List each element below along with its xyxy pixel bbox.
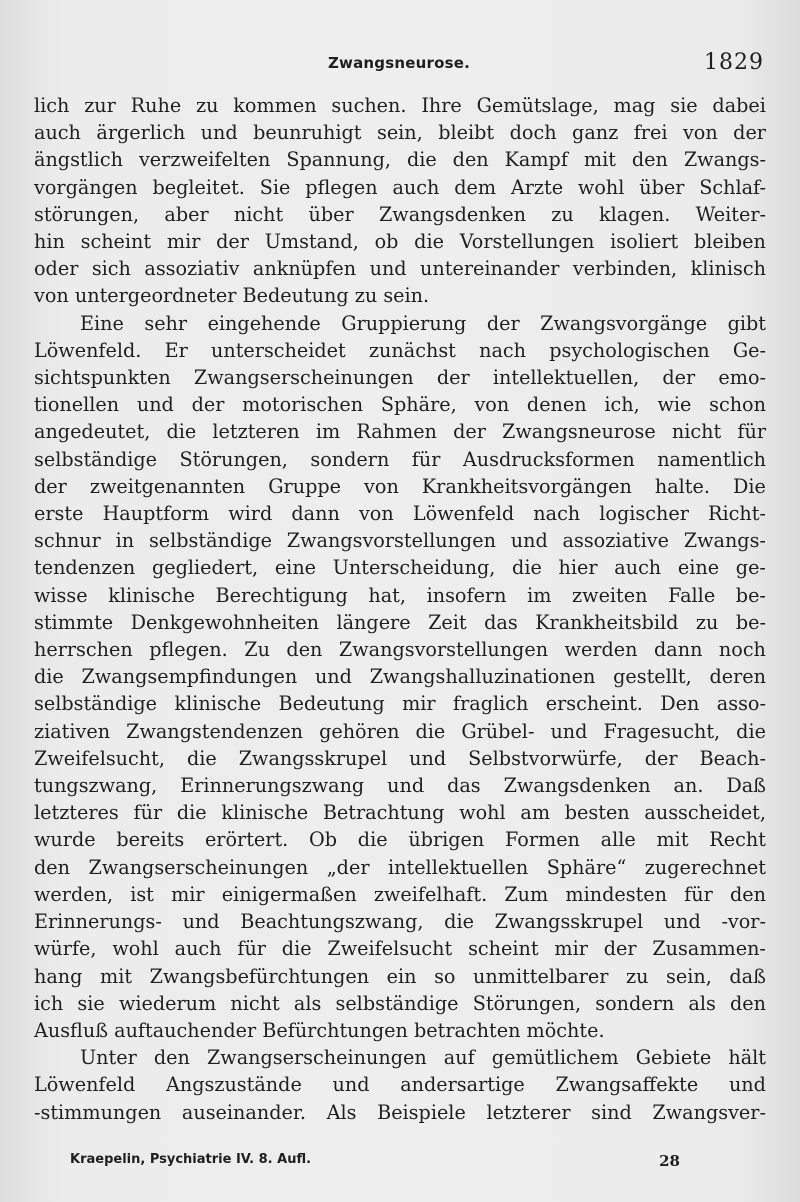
text-line: ich sie wiederum nicht als selbständige Störungen, sondern als den — [34, 991, 766, 1015]
text-line: Zweifelsucht, die Zwangsskrupel und Selbstvorwürfe, der Beach- — [34, 746, 766, 770]
text-line: Erinnerungs- und Beachtungszwang, die Zwangsskrupel und -vor- — [34, 910, 766, 934]
body-text — [34, 92, 766, 1126]
text-line: selbständige klinische Bedeutung mir fraglich erscheint. Den asso- — [34, 692, 766, 716]
page-header — [34, 50, 764, 84]
text-line: wisse klinische Berechtigung hat, insofern im zweiten Falle be- — [34, 583, 766, 607]
text-line: werden, ist mir einigermaßen zweifelhaft. Zum mindesten für den — [34, 882, 766, 906]
text-line: die Zwangsempfindungen und Zwangshalluzinationen gestellt, deren — [34, 665, 766, 689]
text-line: Ausfluß auftauchender Befürchtungen betrachten möchte. — [34, 1018, 605, 1042]
text-line: tungszwang, Erinnerungszwang und das Zwangsdenken an. Daß — [34, 774, 766, 798]
text-line: ängstlich verzweifelten Spannung, die den Kampf mit den Zwangs- — [34, 148, 766, 172]
text-line: auch ärgerlich und beunruhigt sein, bleibt doch ganz frei von der — [34, 121, 766, 145]
sheet-number: 28 — [659, 1152, 680, 1170]
text-line: den Zwangserscheinungen „der intellektuellen Sphäre“ zugerechnet — [34, 855, 766, 879]
text-line: angedeutet, die letzteren im Rahmen der Zwangsneurose nicht für — [34, 420, 766, 444]
text-line: ziativen Zwangstendenzen gehören die Grübel- und Fragesucht, die — [34, 719, 766, 743]
text-line: Eine sehr eingehende Gruppierung der Zwangsvorgänge gibt — [80, 311, 766, 335]
text-line: wurde bereits erörtert. Ob die übrigen Formen alle mit Recht — [34, 828, 766, 852]
text-line: -stimmungen auseinander. Als Beispiele letzterer sind Zwangsver- — [34, 1100, 766, 1124]
text-line: vorgängen begleitet. Sie pflegen auch dem Arzte wohl über Schlaf- — [34, 175, 766, 199]
text-line: lich zur Ruhe zu kommen suchen. Ihre Gemütslage, mag sie dabei — [34, 94, 766, 117]
text-line: störungen, aber nicht über Zwangsdenken zu klagen. Weiter- — [34, 202, 766, 226]
paragraph-1 — [34, 92, 766, 310]
text-line: der zweitgenannten Gruppe von Krankheitsvorgängen halte. Die — [34, 474, 766, 498]
text-line: selbständige Störungen, sondern für Ausdrucksformen namentlich — [34, 447, 766, 471]
page-number: 1829 — [704, 50, 764, 75]
printer-signature: Kraepelin, Psychiatrie IV. 8. Aufl. — [70, 1152, 312, 1167]
paragraph-3 — [34, 1044, 766, 1126]
paragraph-2 — [34, 310, 766, 1044]
text-line: letzteres für die klinische Betrachtung wohl am besten ausscheidet, — [34, 801, 766, 825]
text-line: tionellen und der motorischen Sphäre, von denen ich, wie schon — [34, 393, 766, 417]
text-line: Unter den Zwangserscheinungen auf gemütlichem Gebiete hält — [80, 1046, 766, 1070]
text-line: stimmte Denkgewohnheiten längere Zeit das Krankheitsbild zu be- — [34, 610, 766, 634]
text-line: tendenzen gegliedert, eine Unterscheidung, die hier auch eine ge- — [34, 556, 766, 580]
page-footer — [70, 1152, 680, 1176]
text-line: sichtspunkten Zwangserscheinungen der intellektuellen, der emo- — [34, 366, 766, 390]
text-line: schnur in selbständige Zwangsvorstellungen und assoziative Zwangs- — [34, 529, 766, 553]
text-line: oder sich assoziativ anknüpfen und untereinander verbinden, klinisch — [34, 257, 766, 281]
text-line: von untergeordneter Bedeutung zu sein. — [34, 284, 430, 308]
text-line: Löwenfeld. Er unterscheidet zunächst nach psychologischen Ge- — [34, 338, 766, 362]
text-line: hin scheint mir der Umstand, ob die Vorstellungen isoliert bleiben — [34, 230, 766, 254]
text-line: Löwenfeld Angszustände und andersartige Zwangsaffekte und — [34, 1073, 766, 1097]
text-line: erste Hauptform wird dann von Löwenfeld nach logischer Richt- — [34, 502, 766, 526]
text-line: herrschen pflegen. Zu den Zwangsvorstellungen werden dann noch — [34, 638, 766, 662]
text-line: hang mit Zwangsbefürchtungen ein so unmittelbarer zu sein, daß — [34, 964, 766, 988]
running-title: Zwangsneurose. — [327, 54, 471, 72]
text-line: würfe, wohl auch für die Zweifelsucht scheint mir der Zusammen- — [34, 937, 766, 961]
